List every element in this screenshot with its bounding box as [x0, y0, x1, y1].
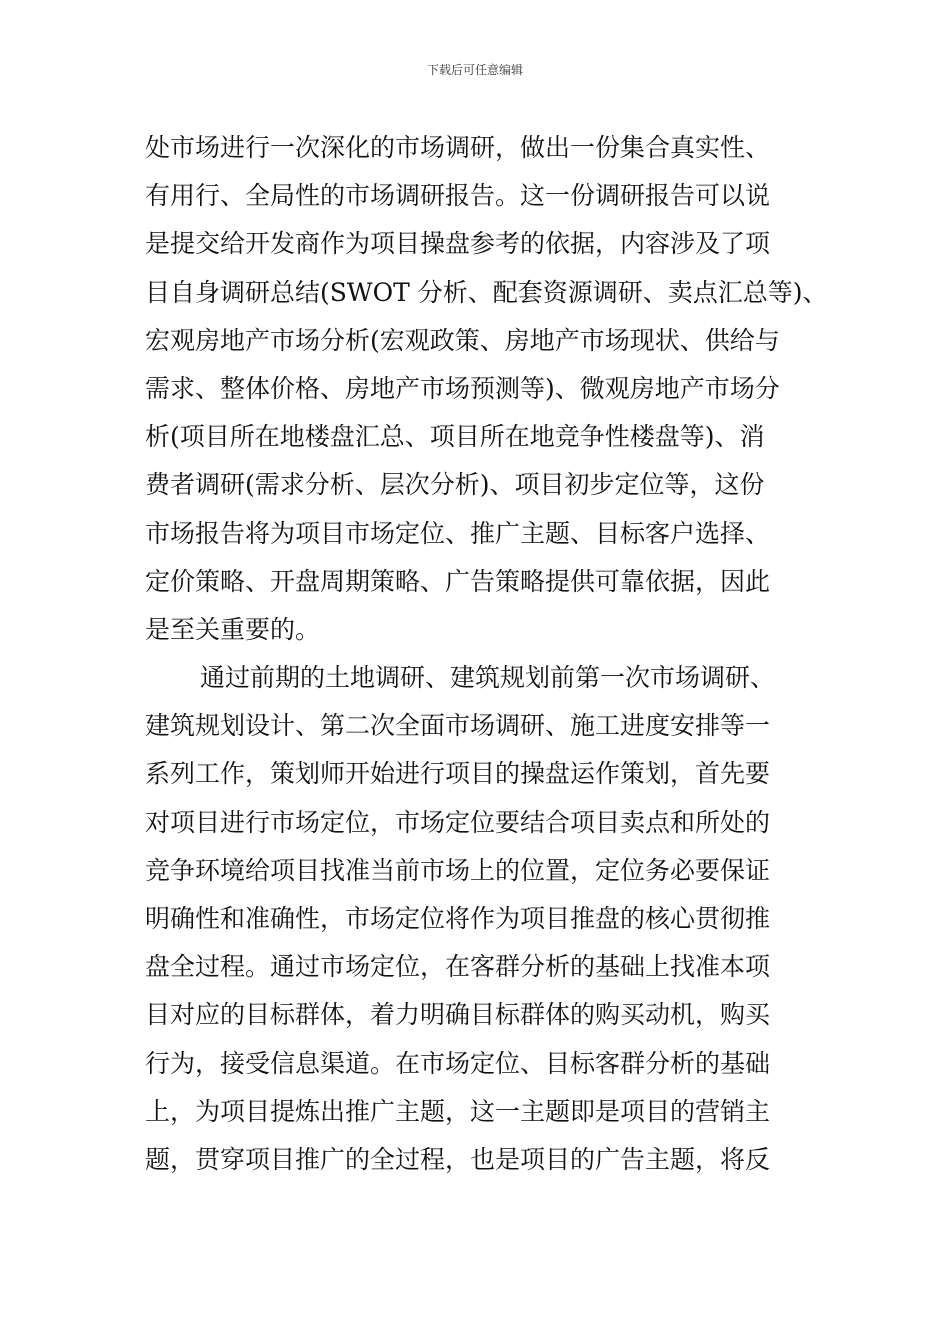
- text-line: 明确性和准确性，市场定位将作为项目推盘的核心贯彻推: [145, 904, 771, 933]
- paragraph-1: [145, 124, 828, 654]
- text-line: 行为，接受信息渠道。在市场定位、目标客群分析的基础: [145, 1048, 771, 1078]
- text-line: 需求、整体价格、房地产市场预测等)、微观房地产市场分: [145, 373, 780, 403]
- text-line: 有用行、全局性的市场调研报告。这一份调研报告可以说: [145, 181, 771, 211]
- text-line: 对项目进行市场定位，市场定位要结合项目卖点和所处的: [145, 807, 771, 837]
- text-line: 宏观房地产市场分析(宏观政策、房地产市场现状、供给与: [145, 325, 780, 355]
- text-line: 建筑规划设计、第二次全面市场调研、施工进度安排等一: [145, 711, 771, 741]
- text-line: 上，为项目提炼出推广主题，这一主题即是项目的营销主: [145, 1096, 771, 1126]
- text-line: 是提交给开发商作为项目操盘参考的依据，内容涉及了项: [145, 229, 771, 259]
- text-line: 竞争环境给项目找准当前市场上的位置，定位务必要保证: [145, 855, 771, 885]
- document-body: [145, 124, 828, 1184]
- text-line: 系列工作，策划师开始进行项目的操盘运作策划，首先要: [145, 759, 771, 789]
- text-line-first-indented: 通过前期的土地调研、建筑规划前第一次市场调研、: [200, 663, 776, 693]
- text-line: 处市场进行一次深化的市场调研，做出一份集合真实性、: [145, 133, 771, 162]
- text-line: 市场报告将为项目市场定位、推广主题、目标客户选择、: [145, 518, 771, 548]
- text-line: 定价策略、开盘周期策略、广告策略提供可靠依据，因此: [145, 566, 771, 596]
- text-line: 盘全过程。通过市场定位，在客群分析的基础上找准本项: [145, 952, 771, 982]
- text-line: 题，贯穿项目推广的全过程，也是项目的广告主题，将反: [145, 1144, 771, 1174]
- page-header: 下载后可任意编辑: [426, 63, 523, 77]
- text-line: 目自身调研总结(SWOT 分析、配套资源调研、卖点汇总等)、: [145, 277, 828, 307]
- text-line: 费者调研(需求分析、层次分析)、项目初步定位等，这份: [145, 470, 765, 500]
- paragraph-2: [145, 654, 815, 1184]
- text-line: 目对应的目标群体，着力明确目标群体的购买动机，购买: [145, 1000, 771, 1030]
- text-line: 析(项目所在地楼盘汇总、项目所在地竞争性楼盘等)、消: [145, 422, 765, 452]
- text-line: 是至关重要的。: [145, 614, 321, 644]
